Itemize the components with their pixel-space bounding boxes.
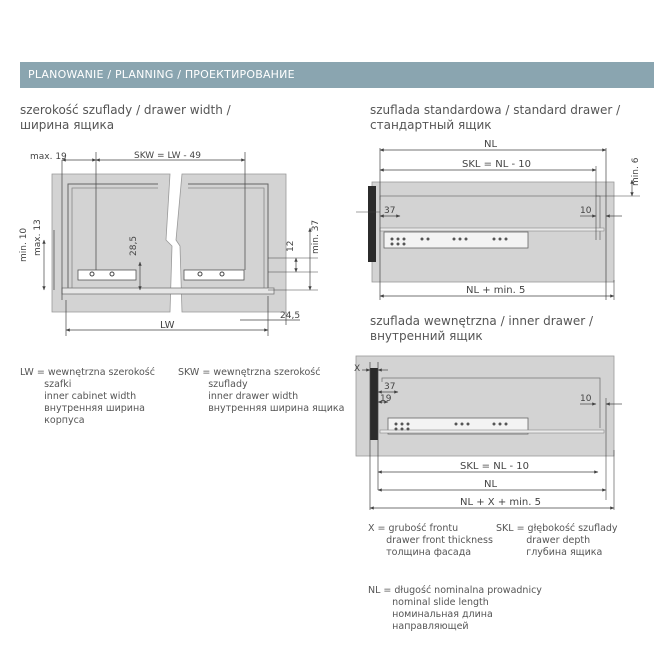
std-dim-10: 10	[580, 206, 592, 216]
inner-title-line2: внутренний ящик	[370, 329, 483, 343]
inner-dim-nl-x-min5: NL + X + min. 5	[460, 497, 541, 508]
legend-skl: SKL = głębokość szuflady drawer depth глубина ящика	[496, 523, 618, 558]
header-title: PLANOWANIE / PLANNING / ПРОЕКТИРОВАНИЕ	[28, 68, 295, 81]
dim-lw: LW	[160, 320, 175, 331]
inner-dim-x: X	[354, 364, 361, 374]
dim-max13: max. 13	[33, 219, 43, 256]
standard-title-line2: стандартный ящик	[370, 118, 492, 132]
legend-skw: SKW = wewnętrzna szerokość szuflady inner drawer width внутренняя ширина ящика	[178, 367, 345, 414]
dim-max19: max. 19	[30, 152, 67, 162]
width-title-line1: szerokość szuflady / drawer width /	[20, 103, 231, 117]
dim-24-5: 24,5	[280, 311, 301, 321]
std-dim-skl: SKL = NL - 10	[462, 159, 531, 170]
dim-min10: min. 10	[19, 227, 29, 262]
std-dim-nl-min5: NL + min. 5	[466, 285, 526, 296]
dim-min37: min. 37	[311, 219, 321, 254]
inner-cabinet-panel	[356, 356, 614, 456]
standard-title-line1: szuflada standardowa / standard drawer /	[370, 103, 621, 117]
inner-dim-skl: SKL = NL - 10	[460, 461, 529, 472]
dim-skw: SKW = LW - 49	[134, 151, 201, 161]
width-title-line2: ширина ящика	[20, 118, 115, 132]
std-dim-nl: NL	[484, 139, 498, 150]
inner-dim-10: 10	[580, 394, 592, 404]
legend-x: X = grubość frontu drawer front thickness толщина фасада	[368, 523, 493, 558]
dim-12: 12	[286, 240, 296, 252]
legend-nl: NL = długość nominalna prowadnicy nominal slide length номинальная длина направляющей	[368, 585, 542, 632]
inner-drawer-front	[370, 368, 378, 440]
std-dim-min6: min. 6	[631, 157, 641, 186]
dim-28-5: 28,5	[129, 235, 139, 256]
std-dim-37: 37	[384, 206, 396, 216]
inner-dim-19: 19	[380, 394, 392, 404]
inner-title-line1: szuflada wewnętrzna / inner drawer /	[370, 314, 593, 328]
inner-dim-nl: NL	[484, 479, 498, 490]
inner-dim-37: 37	[384, 382, 396, 392]
legend-lw: LW = wewnętrzna szerokość szafki inner cabinet width внутренняя ширина корпуса	[20, 367, 155, 426]
